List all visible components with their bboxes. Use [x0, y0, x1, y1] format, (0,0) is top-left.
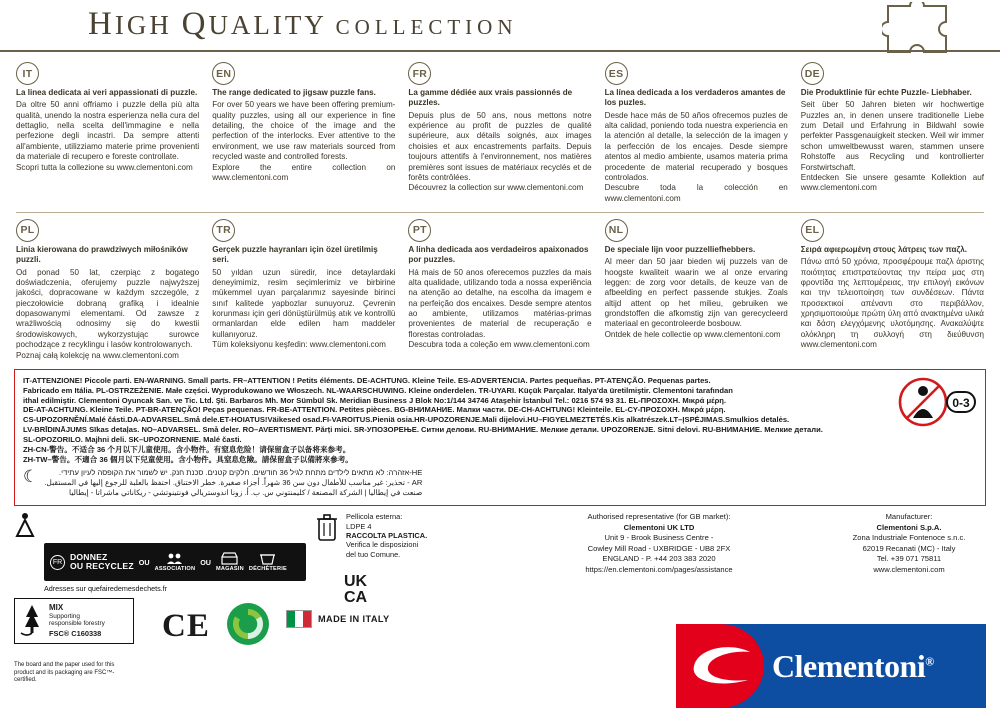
- puzzle-piece-icon: [882, 2, 954, 54]
- fsc-code: FSC® C160338: [49, 628, 102, 638]
- lang-block-it: [16, 62, 199, 204]
- fsc-sub1: Supporting: [49, 612, 80, 620]
- lang-link-it[interactable]: Scopri tutta la collezione su www.clementoni.com: [16, 162, 193, 172]
- fsc-note: The board and the paper used for this product and its packaging are FSC™-certified.: [14, 662, 115, 684]
- lang-head-fr: La gamme dédiée aux vrais passionnés de puzzles.: [408, 88, 573, 108]
- auth-line1: Unit 9 - Brook Business Centre -: [604, 533, 714, 543]
- logo-wordmark: [772, 648, 934, 685]
- waste-center-icon: [259, 552, 276, 565]
- recycle-option-decheterie: [249, 552, 287, 572]
- film-disposal-text: [346, 512, 427, 559]
- recycle-option-association: [155, 552, 196, 572]
- fsc-mix-label: MIX: [49, 603, 64, 613]
- lang-body-de: Seit über 50 Jahren bieten wir hochwertige Puzzles an, in denen unsere traditionelle Liebe zum Detail und Erfahrung in Bildwahl sowie perfekter Passgenauigkeit stecken. Weil wir immer schon umweltbewusst waren, stammen unsere Rohstoffe aus Recycling und kontrollierter Forstwirtschaft.: [800, 100, 984, 172]
- lang-block-pt: [408, 219, 591, 361]
- lang-body-nl: Al meer dan 50 jaar bieden wij puzzels van de hoogste kwaliteit waarin we al onze ervaring leggen: de zorg voor details, de keuze van de afbeelding en perfect passende stukjes. Zoals altijd attent op het milieu, gebruiken we grondstoffen die afkomstig zijn van gerecycleerd materiaal en gecontroleerde bosbouw.: [604, 257, 788, 329]
- logo-registered-mark: ®: [925, 654, 934, 669]
- warning-line-4: DE-AT-ACHTUNG. Kleine Teile. PT-BR-ATENÇÃO! Peças pequenas. FR-BE-ATTENTION. Petites pièces. BG-ВНИМАНИЕ. Малки части. DE-CH-ACHTUNG! Kleinteile. EL-CY-ΠΡΟΣΟΧΗ. Μικρά μέρη.: [23, 405, 726, 415]
- lang-block-nl: [605, 219, 788, 361]
- lang-body-fr: Depuis plus de 50 ans, nous mettons notre expérience au profit de puzzles de qualité supérieure, aux détails soignés, aux images choisies et aux encastrements parfaits. Depuis toujours attentifs à l'environnement, nos matières premières sont issues de matériaux recyclés et de forêts contrôlées.: [408, 110, 592, 182]
- warning-line-6: LV-BRĪDINĀJUMS Sīkas detaļas. NO–ADVARSEL. Små deler. RO–AVERTISMENT. Părți mici. SR-УПОЗОРЕЊЕ. Ситни делови. RU-ВНИМАНИЕ. Мелкие детали. UPOZORENJE. Sitni delovi. RU-ВНИМАНИЕ. Мелкие детали.: [23, 425, 823, 435]
- recycle-option-magasin: [216, 552, 244, 572]
- lang-badge-tr: TR: [212, 219, 235, 242]
- language-notices: [0, 52, 1000, 365]
- lang-badge-de: DE: [801, 62, 824, 85]
- warning-line-1: IT-ATTENZIONE! Piccole parti. EN-WARNING. Small parts. FR–ATTENTION ! Petits éléments. DE-ACHTUNG. Kleine Teile. ES-ADVERTENCIA. Partes pequeñas. PT-ATENÇÃO. Pequenas partes.: [23, 375, 711, 385]
- film-line2: LDPE 4: [346, 521, 372, 531]
- lang-badge-en: EN: [212, 62, 235, 85]
- film-line3: RACCOLTA PLASTICA.: [346, 531, 428, 541]
- warning-rtl-texts: [44, 468, 422, 499]
- warning-arabic: AR - تحذير: غير مناسب للأطفال دون سن 36 شهراً. أجزاء صغيرة. خطر الاختناق. احتفظ بالعلبة للرجوع إليها في المستقبل.: [44, 477, 423, 487]
- logo-text-main: Clementoni: [772, 648, 926, 685]
- lang-head-es: La línea dedicada a los verdaderos amantes de los puzles.: [604, 88, 786, 108]
- lang-head-pl: Linia kierowana do prawdziwych miłośników puzzli.: [16, 244, 188, 265]
- warning-rtl-block: [23, 468, 977, 499]
- warning-line-2: Fabricado em Itália. PL-OSTRZEŻENIE. Małe części. Wyprodukowano we Włoszech. NL-WAARSCHUWING. Kleine onderdelen. TR-UYARI. Küçük Parçalar. Italya'da üretilmiştir. Clementoni tarafından: [23, 385, 733, 395]
- lang-link-de[interactable]: Entdecken Sie unsere gesamte Kollektion auf www.clementoni.com: [800, 172, 984, 193]
- lang-badge-nl: NL: [605, 219, 628, 242]
- auth-title: Authorised representative (for GB market):: [587, 512, 731, 522]
- fsc-text: [49, 603, 105, 638]
- lang-block-en: [212, 62, 395, 204]
- ce-mark: CE: [162, 608, 210, 645]
- lang-body-it: Da oltre 50 anni offriamo i puzzle della più alta qualità, unendo la nostra esperienza nella cura del dettaglio, nella scelta dell'immagine e nella perfezione degli incastri. Da sempre attenti all'ambiente, utilizziamo materie prime provenienti da materiale di recupero e foreste controllate.: [16, 100, 200, 162]
- manufacturer-line1: Zona Industriale Fontenoce s.n.c.: [852, 533, 966, 543]
- crescent-moon-icon: ☾: [23, 466, 39, 486]
- lang-link-nl[interactable]: Ontdek de hele collectie op www.clementoni.com: [604, 329, 781, 339]
- auth-assistance-link[interactable]: https://en.clementoni.com/pages/assistance: [585, 564, 733, 574]
- page-title: HIGH QUALITY COLLECTION: [88, 6, 518, 42]
- manufacturer-line3: Tel. +39 071 75811: [876, 554, 942, 564]
- lang-body-tr: 50 yıldan uzun süredir, ince detaylardaki deneyimimiz, resim seçimlerimiz ve birbirine mükemmel uyan parçalarımız sayesinde birinci sınıf kalitede yapbozlar sunuyoruz. Çevrenin korunması için geri dönüştürülmüş atık ve kontrollü ormanlardan elde edilen ham maddeler kullanıyoruz.: [212, 267, 396, 339]
- clementoni-swoosh-icon: [690, 646, 756, 686]
- triman-recycle-icon: [14, 512, 36, 538]
- warning-line-8: ZH-CN-警告。不适合 36 个月以下儿童使用。含小物件。有窒息危险！请保留盒子以备将来参考。: [23, 444, 351, 454]
- no-under-three-icon: [897, 376, 977, 428]
- warning-line-9: ZH-TW–警告。不適合 36 個月以下兒童使用。含小物件。具窒息危險。請保留盒子以備將來參考。: [23, 454, 353, 464]
- italy-flag-icon: [286, 610, 312, 628]
- ukca-line1: UK: [344, 573, 368, 591]
- film-line1: Pellicola esterna:: [346, 512, 403, 522]
- made-in-italy-label: MADE IN ITALY: [318, 614, 390, 625]
- lang-divider: [16, 212, 984, 213]
- lang-link-pl[interactable]: Poznaj całą kolekcję na www.clementoni.com: [16, 350, 179, 360]
- ukca-line2: CA: [344, 589, 368, 607]
- lang-body-pt: Há mais de 50 anos oferecemos puzzles da mais alta qualidade, utilizando toda a nossa experiência na atenção ao detalhe, na escolha da imagem e na perfeição dos encaixes. Desde sempre atentos ao ambiente, utilizamos matérias-primas provenientes de material de recuperação e florestas controladas.: [408, 267, 592, 339]
- lang-head-nl: De speciale lijn voor puzzelliefhebbers.: [604, 244, 756, 254]
- lang-block-fr: [408, 62, 591, 204]
- lang-block-el: [801, 219, 984, 361]
- warning-line-3: ithal edilmiştir. Clementoni Oyuncak San. ve Tic. Ltd. Şti. Barbaros Mh. Mor Sümbül Sk. Meridian Business J Blok No:1/144 34746 Ataşehir İstanbul Tel.: 0216 574 93 31. EL-ΠΡΟΣΟΧΗ. Μικρά μέρη.: [23, 395, 727, 405]
- recycle-label-association: ASSOCIATION: [154, 566, 196, 573]
- lang-block-tr: [212, 219, 395, 361]
- made-in-italy-block: [286, 610, 390, 628]
- header: [0, 0, 1000, 52]
- green-dot-icon: [226, 602, 270, 646]
- manufacturer-title: Manufacturer:: [885, 512, 933, 522]
- lang-body-pl: Od ponad 50 lat, czerpiąc z bogatego doświadczenia, oferujemy puzzle najwyższej jakości, dopracowane w każdym szczególe, z pieczołowicie dobraną grafiką i idealnie dopasowanymi elementami. Od zawsze z wrażliwością odnosimy się do kwestii środowiskowych, wykorzystując surowce pochodzące z recyklingu i lasów kontrolowanych.: [16, 267, 200, 350]
- warning-box: [14, 369, 986, 506]
- fr-badge: FR: [50, 555, 65, 570]
- lang-body-el: Πάνω από 50 χρόνια, προσφέρουμε παζλ άριστης ποιότητας επιστρατεύοντας την πείρα μας στη φροντίδα της λεπτομέρειας, την επιλογή εικόνων και την τελειοποίηση των συνδέσεων. Πάντα προσεκτικοί απέναντι στο περιβάλλον, χρησιμοποιούμε πρώτη ύλη από ανακτημένα υλικά και δάση ελεγχόμενης υλοτόμησης. Ανακαλύψτε ολόκληρη τη συλλογή στη διεύθυνση www.clementoni.com: [800, 257, 984, 350]
- film-line5: del tuo Comune.: [346, 549, 401, 559]
- lang-badge-it: IT: [16, 62, 39, 85]
- lang-head-tr: Gerçek puzzle hayranları için özel üretilmiş seri.: [212, 244, 378, 265]
- lang-link-fr[interactable]: Découvrez la collection sur www.clementoni.com: [408, 183, 584, 193]
- lang-head-el: Σειρά αφιερωμένη στους λάτρεις των παζλ.: [800, 244, 967, 254]
- manufacturer-name: Clementoni S.p.A.: [876, 522, 942, 532]
- lang-badge-pl: PL: [16, 219, 39, 242]
- lang-link-es[interactable]: Descubre toda la colección en www.clementoni.com: [604, 183, 788, 203]
- recycle-title-line1: DONNEZ: [70, 552, 108, 563]
- fsc-tree-icon: [19, 603, 45, 637]
- recycle-or-1: OU: [138, 557, 150, 567]
- warning-text: [23, 376, 977, 465]
- age-badge-text: 0-3: [952, 395, 970, 410]
- waste-bin-icon: [314, 512, 340, 542]
- donnez-ou-recyclez-bar: [44, 543, 306, 581]
- authorised-representative: [514, 512, 804, 575]
- clementoni-logo: [676, 624, 986, 708]
- lang-badge-pt: PT: [408, 219, 431, 242]
- fsc-sub2: responsible forestry: [49, 620, 105, 628]
- lang-head-pt: A linha dedicada aos verdadeiros apaixonados por puzzles.: [408, 244, 589, 265]
- warning-line-5: CS-UPOZORNĚNÍ.Malé části.DA-ADVARSEL.Små dele.ET-HOIATUS!Väikesed osad.FI-VAROITUS.Pieniä osia.HR-UPOZORENJE.Mali dijelovi.HU–FIGYELMEZTETÉS.Kis alkatrészek.LT–ĮSPĖJIMAS.Smulkios detalės.: [23, 415, 790, 425]
- lang-head-it: La linea dedicata ai veri appassionati di puzzle.: [16, 88, 198, 97]
- lang-badge-el: EL: [801, 219, 824, 242]
- recycle-label-magasin: MAGASIN: [216, 566, 244, 573]
- manufacturer-website[interactable]: www.clementoni.com: [873, 564, 945, 574]
- association-icon: [166, 552, 183, 565]
- ukca-mark: [344, 574, 367, 606]
- lang-link-pt[interactable]: Descubra toda a coleção em www.clementoni.com: [408, 340, 590, 350]
- manufacturer-line2: 62019 Recanati (MC) - Italy: [862, 543, 956, 553]
- recycle-label-decheterie: DÉCHÈTERIE: [248, 566, 287, 573]
- recycle-title: [70, 553, 134, 571]
- recycle-or-2: OU: [200, 557, 211, 567]
- lang-block-es: [605, 62, 788, 204]
- lang-block-de: [801, 62, 984, 204]
- auth-name: Clementoni UK LTD: [623, 522, 695, 532]
- film-line4: Verifica le disposizioni: [346, 540, 419, 550]
- recycle-title-line2: OU RECYCLEZ: [70, 561, 134, 572]
- shop-icon: [221, 552, 238, 565]
- lang-link-tr[interactable]: Tüm koleksiyonu keşfedin: www.clementoni.com: [212, 340, 386, 350]
- film-disposal-block: [314, 512, 494, 559]
- compliance-logos: [14, 512, 986, 708]
- lang-body-es: Desde hace más de 50 años ofrecemos puzles de alta calidad, poniendo toda nuestra experiencia en la atención al detalle, la selección de la imagen y la perfección de los encajes. Desde siempre atentos al medio ambiente, usamos materia prima procedente de material recuperado y bosques controlados.: [604, 110, 788, 182]
- lang-body-en: For over 50 years we have been offering premium-quality puzzles, using all our experience in fine detailing, the choice of the image and the perfection of the interlocks. Ever attentive to the environment, we use raw materials sourced from recycled waste and controlled forests.: [212, 100, 396, 162]
- lang-link-en[interactable]: Explore the entire collection on www.clementoni.com: [212, 162, 396, 182]
- lang-head-de: Die Produktlinie für echte Puzzle- Liebhaber.: [800, 88, 972, 97]
- french-recycling-block: [14, 512, 314, 593]
- auth-line2: Cowley Mill Road - UXBRIDGE - UB8 2FX: [587, 543, 731, 553]
- recycle-addresses-note: Adresses sur quefairedemesdechets.fr: [44, 584, 168, 594]
- warning-line-7: SL-OPOZORILO. Majhni deli. SK–UPOZORNENIE. Malé časti.: [23, 435, 242, 445]
- warning-hebrew: HE-אזהרה: לא מתאים לילדים מתחת לגיל 36 חודשים. חלקים קטנים. סכנת חנק. יש לשמור את הקופסה לעיון עתידי.: [59, 467, 423, 477]
- auth-line3: ENGLAND - P. +44 203 383 2020: [602, 554, 716, 564]
- lang-head-en: The range dedicated to jigsaw puzzle fans.: [212, 88, 376, 97]
- fsc-logo: [14, 598, 134, 643]
- lang-block-pl: [16, 219, 199, 361]
- lang-badge-es: ES: [605, 62, 628, 85]
- warning-arabic-manufacturer: صنعت في إيطاليا | الشركة المصنعة / كليمنتوني س. ب. أ. زونا اندوستريالي فونتينوتشي - ريكاناتي ماشراتا - إيطاليا: [69, 488, 423, 498]
- lang-badge-fr: FR: [408, 62, 431, 85]
- manufacturer-info: [814, 512, 1000, 575]
